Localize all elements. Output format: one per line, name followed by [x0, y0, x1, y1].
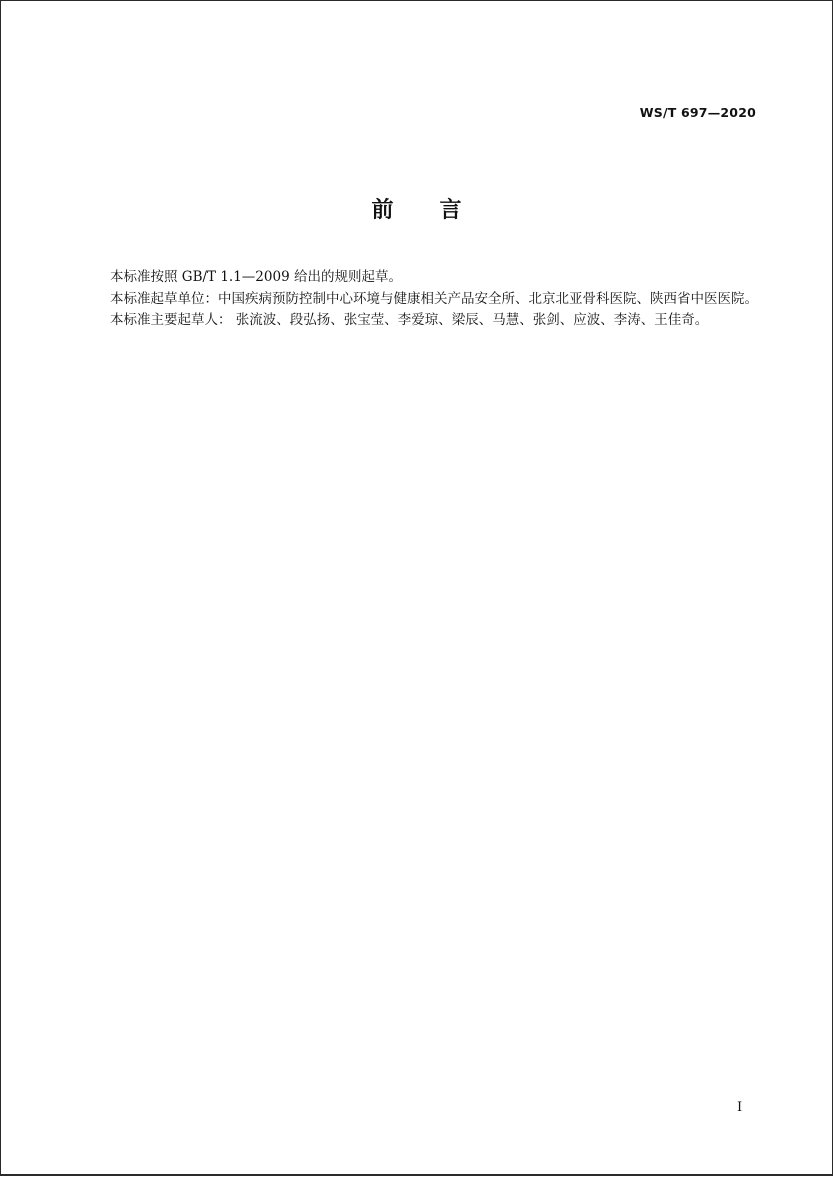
- page-number: I: [737, 1100, 743, 1115]
- title-char-2: 言: [439, 198, 464, 223]
- paragraph-drafting-rules: 本标准按照 GB/T 1.1—2009 给出的规则起草。: [110, 269, 402, 285]
- standard-number: WS/T 697—2020: [639, 105, 756, 120]
- page-title: [1, 193, 833, 224]
- foreword-body: [83, 267, 759, 332]
- bottom-rule: [0, 1175, 833, 1176]
- title-char-1: 前: [371, 198, 396, 223]
- paragraph-drafters: 本标准主要起草人： 张流波、段弘扬、张宝莹、李爱琼、梁辰、马慧、张剑、应波、李涛、王佳奇。: [110, 312, 709, 328]
- paragraph-drafting-units: 本标准起草单位：中国疾病预防控制中心环境与健康相关产品安全所、北京北亚骨科医院、陕西省中医医院。: [110, 290, 758, 307]
